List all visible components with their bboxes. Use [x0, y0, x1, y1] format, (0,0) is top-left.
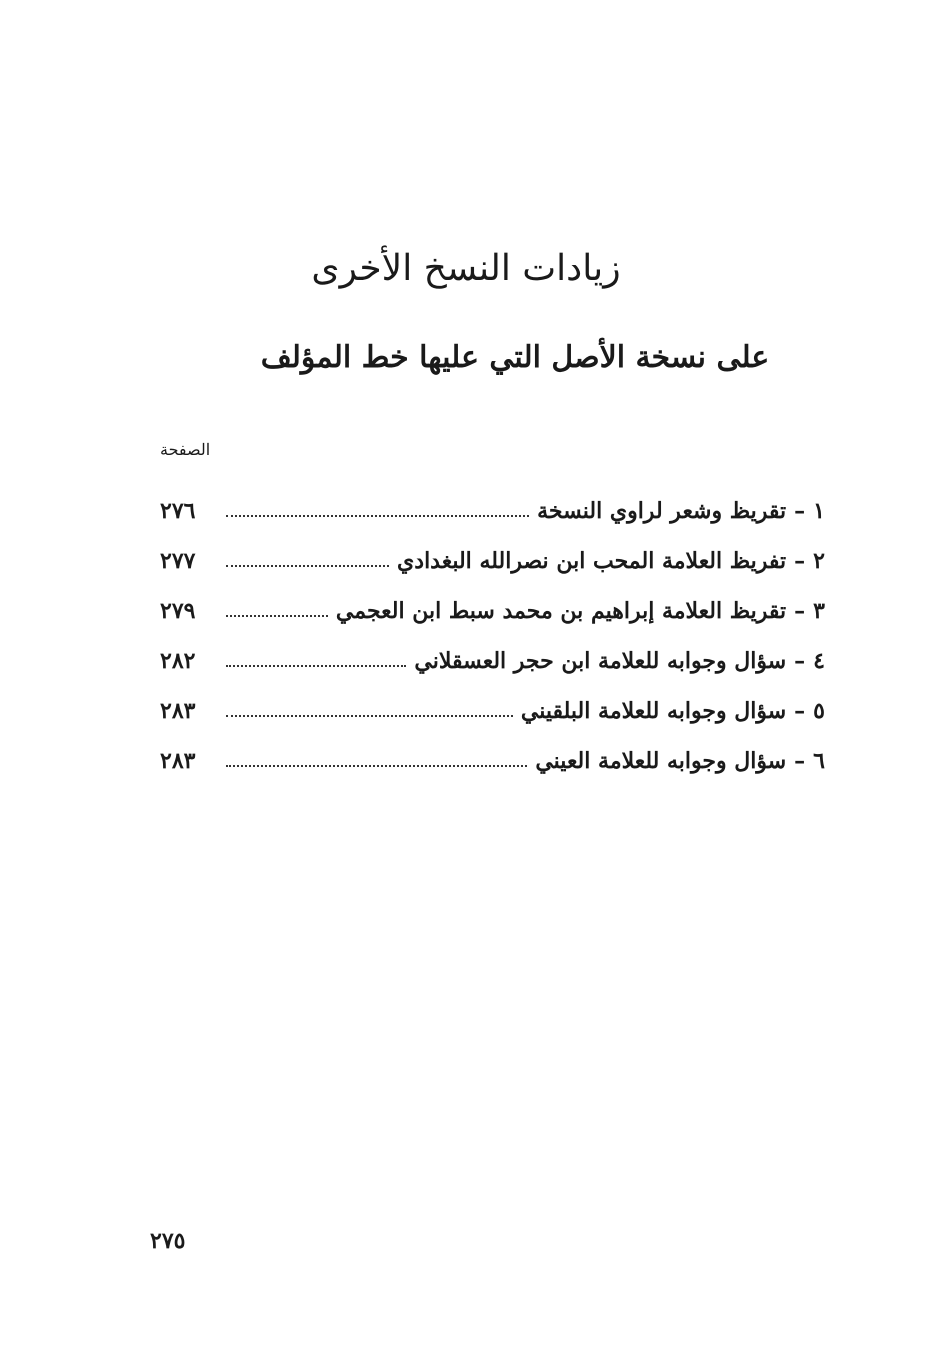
- toc-entry-title: تقريظ العلامة إبراهيم بن محمد سبط ابن العجمي: [335, 598, 787, 624]
- section-subtitle: على نسخة الأصل التي عليها خط المؤلف: [260, 340, 770, 375]
- footer-page-number: ٢٧٥: [150, 1228, 186, 1254]
- toc-entry-page: ٢٨٣: [160, 698, 196, 724]
- toc-entry-page: ٢٧٦: [160, 498, 196, 524]
- toc-entry-page: ٢٨٢: [160, 648, 196, 674]
- page-column-label: الصفحة: [160, 440, 211, 459]
- toc-entry-title: سؤال وجوابه للعلامة العيني: [535, 748, 787, 774]
- dot-leader: [226, 515, 529, 517]
- toc-entry-page: ٢٧٧: [160, 548, 196, 574]
- toc-entry-number: ٦: [813, 748, 825, 774]
- toc-entry: [160, 574, 825, 624]
- toc-entry-dash: –: [794, 748, 806, 774]
- toc-entry-number: ٢: [813, 548, 825, 574]
- toc-entry-number: ١: [813, 498, 825, 524]
- table-of-contents: [160, 474, 825, 774]
- toc-entry-number: ٣: [813, 598, 825, 624]
- toc-entry-dash: –: [794, 598, 806, 624]
- toc-entry-page: ٢٨٣: [160, 748, 196, 774]
- toc-entry: [160, 524, 825, 574]
- toc-entry-title: تقريظ وشعر لراوي النسخة: [537, 498, 787, 524]
- toc-entry-dash: –: [794, 648, 806, 674]
- section-title: زيادات النسخ الأخرى: [311, 248, 621, 289]
- toc-entry: [160, 624, 825, 674]
- dot-leader: [226, 765, 527, 767]
- toc-entry-dash: –: [794, 498, 806, 524]
- toc-entry-number: ٤: [813, 648, 825, 674]
- dot-leader: [226, 615, 328, 617]
- dot-leader: [226, 565, 389, 567]
- toc-entry: [160, 474, 825, 524]
- toc-entry-page: ٢٧٩: [160, 598, 196, 624]
- toc-entry-title: سؤال وجوابه للعلامة البلقيني: [520, 698, 787, 724]
- toc-entry-title: سؤال وجوابه للعلامة ابن حجر العسقلاني: [414, 648, 787, 674]
- dot-leader: [226, 715, 513, 717]
- toc-entry-title: تفريظ العلامة المحب ابن نصرالله البغدادي: [397, 548, 787, 574]
- toc-entry-dash: –: [794, 698, 806, 724]
- toc-entry-dash: –: [794, 548, 806, 574]
- toc-entry: [160, 674, 825, 724]
- toc-entry: [160, 724, 825, 774]
- dot-leader: [226, 665, 406, 667]
- toc-entry-number: ٥: [813, 698, 825, 724]
